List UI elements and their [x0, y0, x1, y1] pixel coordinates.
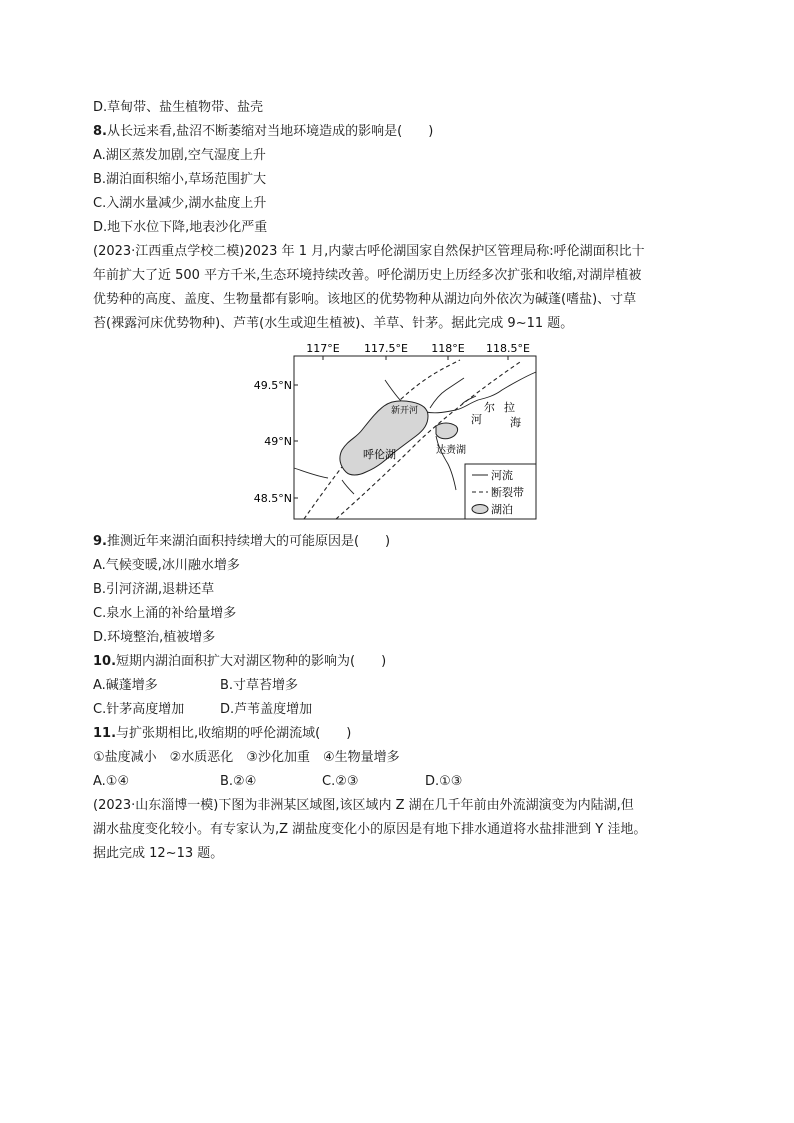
lon-label-117: 117°E: [306, 342, 340, 355]
q11-stem: 与扩张期相比,收缩期的呼伦湖流域( ): [116, 726, 352, 741]
q11-option-c: C.②③: [322, 774, 359, 789]
lat-label-49-5: 49.5°N: [253, 379, 292, 392]
legend-river-label: 河流: [491, 469, 513, 482]
label-er: 尔: [484, 401, 495, 414]
q8-option-c: C.入湖水量减少,湖水盐度上升: [93, 196, 267, 211]
lat-label-48-5: 48.5°N: [253, 492, 292, 505]
lon-label-118: 118°E: [431, 342, 465, 355]
q10-option-a: A.碱蓬增多: [93, 678, 158, 693]
q11-statements: ①盐度减小 ②水质恶化 ③沙化加重 ④生物量增多: [93, 750, 400, 765]
label-he: 河: [471, 413, 482, 426]
legend-lake-label: 湖泊: [491, 503, 513, 516]
q11-option-d: D.①③: [425, 774, 463, 789]
q9-option-b: B.引河济湖,退耕还草: [93, 582, 215, 597]
q10-option-d: D.芦苇盖度增加: [220, 702, 313, 717]
q9-stem-line: [93, 534, 390, 550]
lon-label-118-5: 118.5°E: [486, 342, 530, 355]
hulun-lake-map: [250, 340, 550, 525]
q8-option-a: A.湖区蒸发加剧,空气湿度上升: [93, 148, 266, 163]
q8-option-b: B.湖泊面积缩小,草场范围扩大: [93, 172, 267, 187]
q10-number: 10.: [93, 654, 117, 669]
passage2-line-3: 据此完成 12~13 题。: [93, 846, 224, 861]
label-la: 拉: [504, 401, 515, 414]
q9-option-c: C.泉水上涌的补给量增多: [93, 606, 237, 621]
q10-option-c: C.针茅高度增加: [93, 702, 185, 717]
label-xinkaihe: 新开河: [391, 406, 419, 416]
q10-stem-line: [93, 654, 386, 670]
q8-stem: 从长远来看,盐沼不断萎缩对当地环境造成的影响是( ): [106, 124, 434, 139]
label-hai: 海: [510, 416, 521, 429]
q11-stem-line: [93, 726, 351, 742]
passage2-line-2: 湖水盐度变化较小。有专家认为,Z 湖盐度变化小的原因是有地下排水通道将水盐排泄到 Y 洼地。: [93, 822, 647, 837]
passage1-line-1: (2023·江西重点学校二模)2023 年 1 月,内蒙古呼伦湖国家自然保护区管理局称:呼伦湖面积比十: [93, 244, 645, 259]
passage1-line-4: 苔(裸露河床优势物种)、芦苇(水生或迎生植被)、羊草、针茅。据此完成 9~11 题。: [93, 316, 574, 331]
q10-stem: 短期内湖泊面积扩大对湖区物种的影响为( ): [116, 654, 387, 669]
q9-number: 9.: [93, 534, 107, 549]
q8-number: 8.: [93, 124, 107, 139]
lon-label-117-5: 117.5°E: [364, 342, 408, 355]
q11-option-a: A.①④: [93, 774, 130, 789]
q10-option-b: B.寸草苔增多: [220, 678, 299, 693]
label-hulunhu: 呼伦湖: [363, 448, 396, 461]
passage1-line-2: 年前扩大了近 500 平方千米,生态环境持续改善。呼伦湖历史上历经多次扩张和收缩,对湖岸植被: [93, 268, 642, 283]
lat-label-49: 49°N: [264, 435, 292, 448]
legend-fault-label: 断裂带: [491, 486, 524, 499]
map-legend: [465, 464, 536, 519]
q9-option-d: D.环境整治,植被增多: [93, 630, 216, 645]
q11-number: 11.: [93, 726, 117, 741]
label-dalaihu: 达赉湖: [436, 445, 466, 456]
q11-option-b: B.②④: [220, 774, 257, 789]
passage1-line-3: 优势种的高度、盖度、生物量都有影响。该地区的优势物种从湖边向外依次为碱蓬(嗜盐)、寸草: [93, 292, 637, 307]
legend-lake-swatch: [472, 505, 488, 514]
q9-stem: 推测近年来湖泊面积持续增大的可能原因是( ): [106, 534, 391, 549]
q8-option-d: D.地下水位下降,地表沙化严重: [93, 220, 268, 235]
q7-option-d: D.草甸带、盐生植物带、盐壳: [93, 100, 264, 115]
q8-stem-line: [93, 124, 433, 140]
passage2-line-1: (2023·山东淄博一模)下图为非洲某区域图,该区域内 Z 湖在几千年前由外流湖演变为内陆湖,但: [93, 798, 634, 813]
q9-option-a: A.气候变暖,冰川融水增多: [93, 558, 240, 573]
